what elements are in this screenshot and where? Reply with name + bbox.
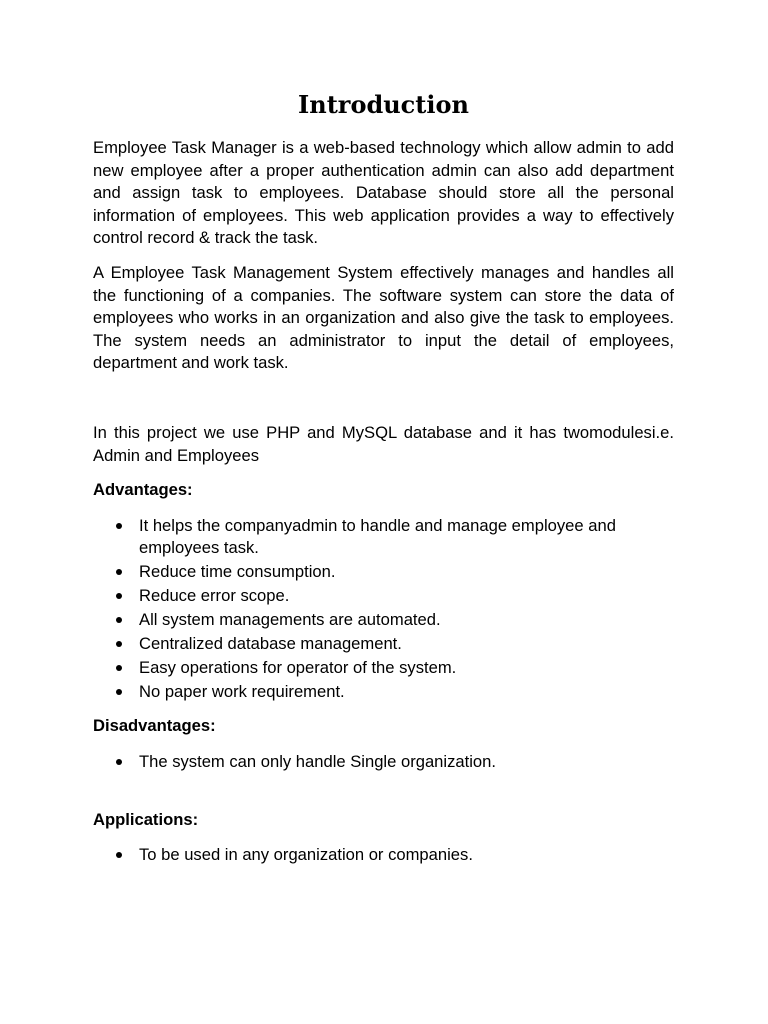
advantages-heading: Advantages: (93, 480, 193, 499)
bullet-icon (116, 617, 122, 623)
list-item (93, 633, 674, 655)
list-item (93, 609, 674, 631)
intro-paragraph-2: A Employee Task Management System effectively manages and handles all the functioning of a companies. The software system can store the data of employees who works in an organization and also give the task to employees. The system needs an administrator to input the detail of employees, department and work task. (93, 263, 674, 372)
list-item-text: No paper work requirement. (139, 682, 345, 701)
applications-list (93, 844, 674, 868)
bullet-icon (116, 523, 122, 529)
list-item-text: All system managements are automated. (139, 610, 441, 629)
list-item-text: The system can only handle Single organization. (139, 752, 496, 771)
document-page (93, 0, 674, 1024)
bullet-icon (116, 593, 122, 599)
disadvantages-list (93, 751, 674, 775)
intro-paragraph-3: In this project we use PHP and MySQL database and it has twomodulesi.e. Admin and Employees (93, 423, 674, 465)
list-item (93, 844, 674, 866)
list-item (93, 585, 674, 607)
bullet-icon (116, 665, 122, 671)
page-title: Introduction (298, 90, 469, 119)
list-item-text: Reduce time consumption. (139, 562, 336, 581)
applications-heading: Applications: (93, 810, 199, 829)
bullet-icon (116, 759, 122, 765)
advantages-list (93, 515, 674, 705)
bullet-icon (116, 569, 122, 575)
list-item-text: To be used in any organization or companies. (139, 845, 473, 864)
list-item (93, 561, 674, 583)
intro-paragraph-1: Employee Task Manager is a web-based technology which allow admin to add new employee after a proper authentication admin can also add department and assign task to employees. Database should store all the personal information of employees. This web application provides a way to effectively control record & track the task. (93, 138, 674, 247)
list-item (93, 751, 674, 773)
list-item-text: Easy operations for operator of the system. (139, 658, 457, 677)
list-item-text: Centralized database management. (139, 634, 402, 653)
bullet-icon (116, 852, 122, 858)
bullet-icon (116, 689, 122, 695)
disadvantages-heading: Disadvantages: (93, 716, 216, 735)
list-item (93, 681, 674, 703)
list-item-text: It helps the companyadmin to handle and manage employee and employees task. (139, 516, 616, 557)
list-item (93, 657, 674, 679)
list-item (93, 515, 674, 559)
bullet-icon (116, 641, 122, 647)
list-item-text: Reduce error scope. (139, 586, 290, 605)
